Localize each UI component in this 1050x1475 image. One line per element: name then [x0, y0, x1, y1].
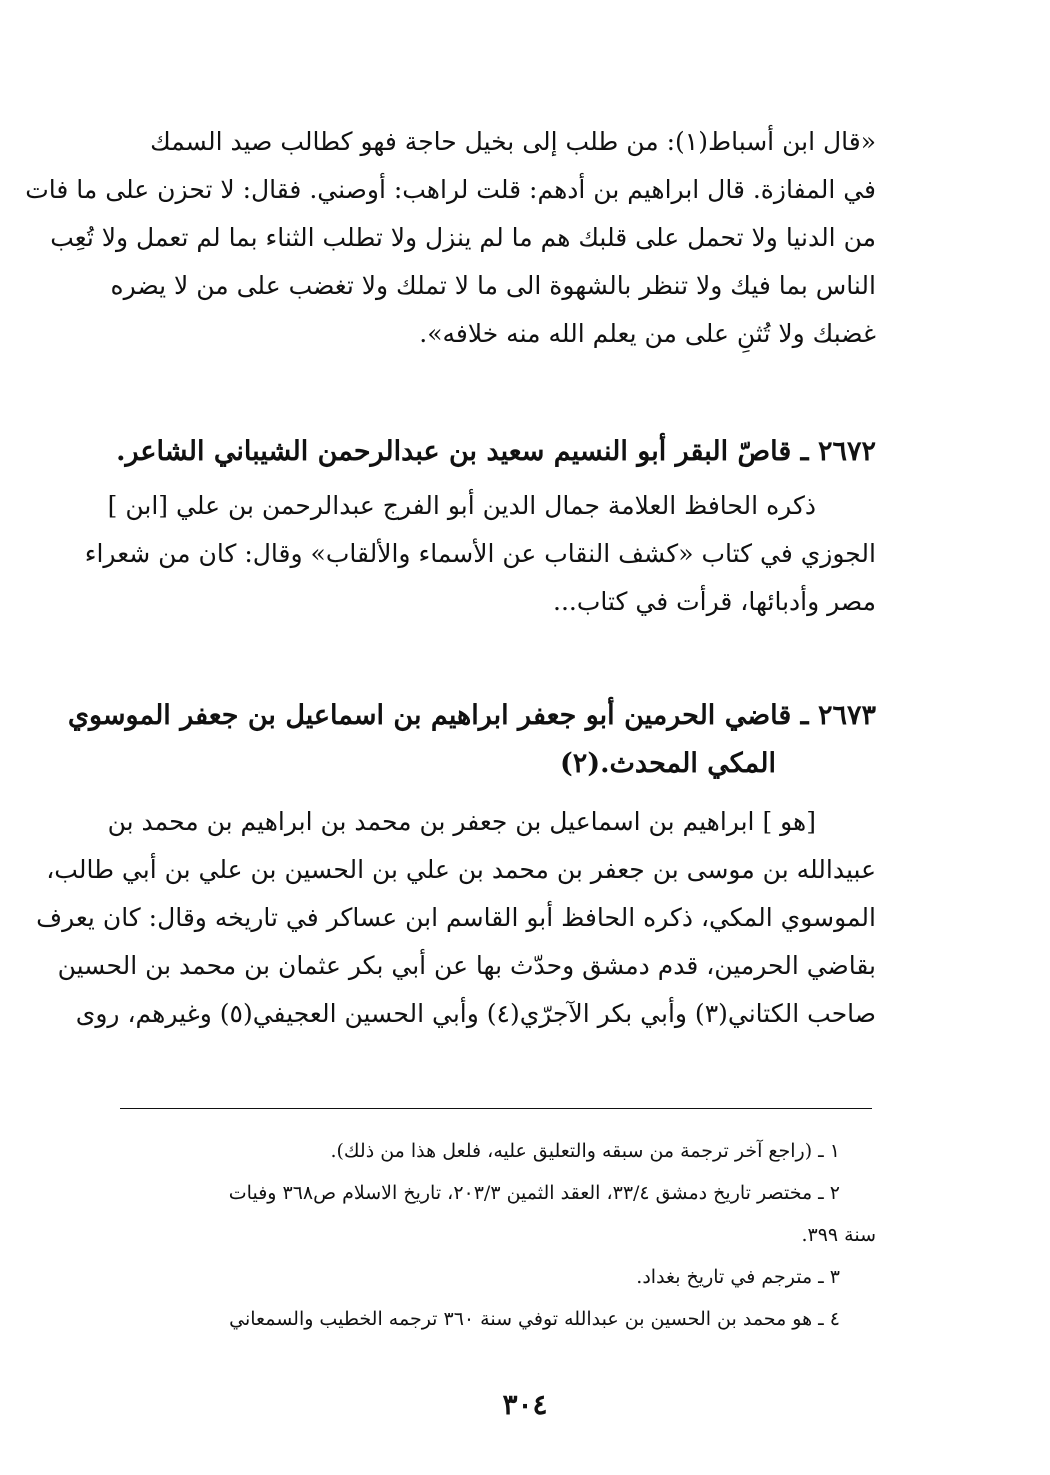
footnote-line: ٢ ـ مختصر تاريخ دمشق ٣٣/٤، العقد الثمين ٢٠٣/٣، تاريخ الاسلام ص٣٦٨ وفيات — [228, 1182, 840, 1204]
entry-2673-body — [36, 798, 876, 1038]
text-line: الجوزي في كتاب «كشف النقاب عن الأسماء والألقاب» وقال: كان من شعراء — [84, 539, 876, 568]
text-line: صاحب الكتاني(٣) وأبي بكر الآجرّي(٤) وأبي الحسين العجيفي(٥) وغيرهم، روى — [75, 999, 876, 1028]
footnote-divider — [120, 1108, 872, 1109]
text-line: ذكره الحافظ العلامة جمال الدين أبو الفرج عبدالرحمن بن علي [ابن ] — [107, 491, 816, 520]
opening-quote-paragraph — [25, 118, 876, 358]
text-line: الناس بما فيك ولا تنظر بالشهوة الى ما لا تملك ولا تغضب على من لا يضره — [110, 271, 876, 300]
entry-2672-heading — [116, 428, 876, 476]
footnote-line: ٤ ـ هو محمد بن الحسين بن عبدالله توفي سنة ٣٦٠ ترجمه الخطيب والسمعاني — [229, 1308, 840, 1330]
text-line: من الدنيا ولا تحمل على قلبك هم ما لم ينزل ولا تطلب الثناء بما لم تعمل ولا تُعِب — [50, 223, 876, 252]
heading-line: المكي المحدث.(٢) — [560, 748, 776, 779]
text-line: غضبك ولا تُثنِ على من يعلم الله منه خلافه». — [419, 319, 876, 348]
footnote-line: ١ ـ (راجع آخر ترجمة من سبقه والتعليق عليه، فلعل هذا من ذلك). — [330, 1140, 840, 1162]
heading-line: ٢٦٧٢ ـ قاصّ البقر أبو النسيم سعيد بن عبدالرحمن الشيباني الشاعر. — [116, 436, 876, 467]
text-line: عبيدالله بن موسى بن جعفر بن محمد بن علي بن الحسين بن علي بن أبي طالب، — [46, 855, 876, 884]
page-number: ٣٠٤ — [502, 1388, 548, 1421]
text-line: [هو ] ابراهيم بن اسماعيل بن جعفر بن محمد بن ابراهيم بن محمد بن — [107, 807, 816, 836]
text-line: «قال ابن أسباط(١): من طلب إلى بخيل حاجة فهو كطالب صيد السمك — [150, 127, 876, 156]
text-line: في المفازة. قال ابراهيم بن أدهم: قلت لراهب: أوصني. فقال: لا تحزن على ما فات — [25, 175, 876, 204]
footnote-line: سنة ٣٩٩. — [801, 1224, 876, 1246]
text-line: الموسوي المكي، ذكره الحافظ أبو القاسم ابن عساكر في تاريخه وقال: كان يعرف — [36, 903, 876, 932]
text-line: مصر وأدبائها، قرأت في كتاب... — [553, 587, 876, 616]
text-line: بقاضي الحرمين، قدم دمشق وحدّث بها عن أبي بكر عثمان بن محمد بن الحسين — [57, 951, 876, 980]
footnote-line: ٣ ـ مترجم في تاريخ بغداد. — [636, 1266, 840, 1288]
entry-2672-body — [84, 482, 876, 626]
footnotes — [120, 1130, 876, 1340]
heading-line: ٢٦٧٣ ـ قاضي الحرمين أبو جعفر ابراهيم بن اسماعيل بن جعفر الموسوي — [67, 700, 876, 731]
entry-2673-heading — [67, 692, 876, 788]
